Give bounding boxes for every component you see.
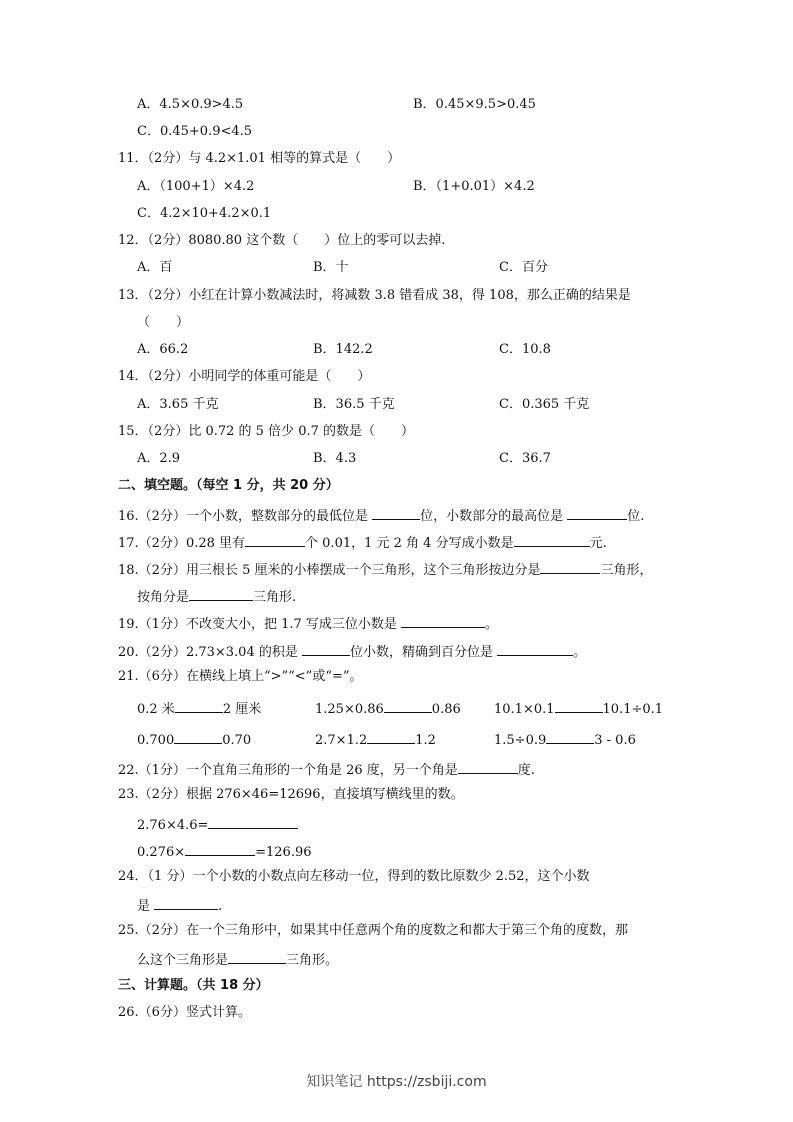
q18-text-4: 三角形. [253,590,297,605]
q23-stem: 23.（2分）根据 276×46=12696，直接填写横线里的数。 [118,787,464,802]
q25-text-1: 么这个三角形是 [137,953,229,968]
q21-item-right: 0.86 [431,702,461,717]
q21-item [315,699,461,718]
q24-line-2 [137,896,222,915]
q18-line-1 [118,560,653,579]
q16-text-1: 16.（2分）一个小数，整数部分的最低位是 [118,509,368,524]
q12-option-c: C．百分 [499,260,548,275]
q23-expr-2b: =126.96 [255,845,312,860]
q18-blank-2[interactable] [189,587,253,601]
q21-blank[interactable] [175,699,223,713]
footer-watermark: 知识笔记 https://zsbiji.com [306,1074,487,1090]
q21-item-left: 2.7×1.2 [315,733,368,748]
q15-option-b: B．4.3 [313,451,357,466]
q22-blank[interactable] [458,760,518,774]
q23-line-2 [137,842,312,861]
q26-stem: 26.（6分）竖式计算。 [118,1005,251,1020]
q23-line-1 [137,815,298,834]
q21-item [494,730,636,749]
q15-option-a: A．2.9 [137,451,181,466]
q14-option-a: A．3.65 千克 [137,397,219,412]
q21-item [137,730,251,749]
q21-item-right: 1.2 [415,733,436,748]
q25-line-1: 25.（2分）在一个三角形中，如果其中任意两个角的度数之和都大于第三个角的度数，那 [118,923,628,938]
q21-blank[interactable] [384,699,432,713]
q20-text-3: 。 [573,645,587,660]
q11-option-a: A．（100+1）×4.2 [137,179,255,194]
q17-blank-1[interactable] [245,533,305,547]
q13-option-a: A．66.2 [137,342,189,357]
q21-blank[interactable] [174,730,222,744]
q16-line [118,506,644,525]
q25-line-2 [137,950,338,969]
q21-item-right: 0.70 [222,733,252,748]
q21-item-right: 2 厘米 [222,702,262,717]
q18-blank-1[interactable] [540,560,600,574]
q17-text-1: 17.（2分）0.28 里有 [118,536,246,551]
q21-item [494,699,663,718]
q21-item-left: 1.5÷0.9 [494,733,547,748]
q24-text-2: . [218,899,223,914]
q13-stem: 13．（2分）小红在计算小数减法时，将减数 3.8 错看成 38，得 108，那么正确的结果是 [118,288,631,303]
section-heading-calculation: 三、计算题。（共 18 分） [118,978,269,993]
q23-blank-1[interactable] [208,815,298,829]
q10-option-a: A．4.5×0.9>4.5 [137,97,244,112]
q18-line-2 [137,587,296,606]
q13-option-b: B．142.2 [313,342,373,357]
q24-blank[interactable] [154,896,218,910]
q14-option-c: C．0.365 千克 [499,397,590,412]
q21-blank[interactable] [367,730,415,744]
q21-item-right: 10.1÷0.1 [602,702,664,717]
q20-text-2: 位小数，精确到百分位是 [350,645,494,660]
q20-blank-1[interactable] [302,642,350,656]
q18-text-2: 三角形， [600,563,653,578]
q21-stem: 21.（6分）在横线上填上“>”“<”或“=”。 [118,669,363,684]
q14-option-b: B．36.5 千克 [313,397,395,412]
q15-option-c: C．36.7 [499,451,551,466]
q17-text-2: 个 0.01，1 元 2 角 4 分写成小数是 [305,536,514,551]
q22-text-2: 度. [517,763,535,778]
q19-line [118,614,498,633]
q18-text-3: 按角分是 [137,590,190,605]
q24-line-1: 24．（1 分）一个小数的小数点向左移动一位，得到的数比原数少 2.52，这个小数 [118,869,590,884]
q10-option-b: B．0.45×9.5>0.45 [413,97,536,112]
q12-stem: 12．（2分）8080.80 这个数（ ）位上的零可以去掉. [118,233,446,248]
q20-blank-2[interactable] [497,642,573,656]
q13-option-c: C．10.8 [499,342,551,357]
q12-option-b: B．十 [313,260,349,275]
q21-item-right: 3 - 0.6 [594,733,636,748]
q14-stem: 14．（2分）小明同学的体重可能是（ ） [118,369,371,384]
q25-blank[interactable] [228,950,286,964]
q21-blank[interactable] [546,730,594,744]
q17-text-3: 元. [589,536,607,551]
q19-text-1: 19.（1分）不改变大小，把 1.7 写成三位小数是 [118,617,397,632]
q12-option-a: A．百 [137,260,173,275]
q19-blank[interactable] [401,614,485,628]
q15-stem: 15．（2分）比 0.72 的 5 倍少 0.7 的数是（ ） [118,424,414,439]
q13-stem-continued: （ ） [137,315,190,330]
q21-item [137,699,261,718]
q21-blank[interactable] [555,699,603,713]
q17-blank-2[interactable] [514,533,590,547]
q21-item-left: 1.25×0.86 [315,702,384,717]
q23-expr-1: 2.76×4.6= [137,818,209,833]
q20-text-1: 20.（2分）2.73×3.04 的积是 [118,645,298,660]
q22-line [118,760,535,779]
q23-blank-2[interactable] [185,842,255,856]
section-heading-fill-in: 二、填空题。（每空 1 分，共 20 分） [118,478,339,493]
q16-text-2: 位，小数部分的最高位是 [420,509,564,524]
q17-line [118,533,607,552]
q18-text-1: 18.（2分）用三根长 5 厘米的小棒摆成一个三角形，这个三角形按边分是 [118,563,541,578]
q11-option-c: C．4.2×10+4.2×0.1 [137,206,272,221]
q23-expr-2a: 0.276× [137,845,186,860]
q19-text-2: 。 [485,617,499,632]
q20-line [118,642,586,661]
q24-text-1: 是 [137,899,151,914]
q11-stem: 11．（2分）与 4.2×1.01 相等的算式是（ ） [118,151,401,166]
q10-option-c: C．0.45+0.9<4.5 [137,124,253,139]
q21-item-left: 0.2 米 [137,702,175,717]
q21-item-left: 10.1×0.1 [494,702,555,717]
q21-item-left: 0.700 [137,733,175,748]
q22-text-1: 22.（1分）一个直角三角形的一个角是 26 度，另一个角是 [118,763,458,778]
q16-blank-1[interactable] [372,506,420,520]
q16-blank-2[interactable] [567,506,627,520]
q11-option-b: B．（1+0.01）×4.2 [413,179,535,194]
q25-text-2: 三角形。 [286,953,339,968]
q21-item [315,730,436,749]
q16-text-3: 位. [627,509,645,524]
